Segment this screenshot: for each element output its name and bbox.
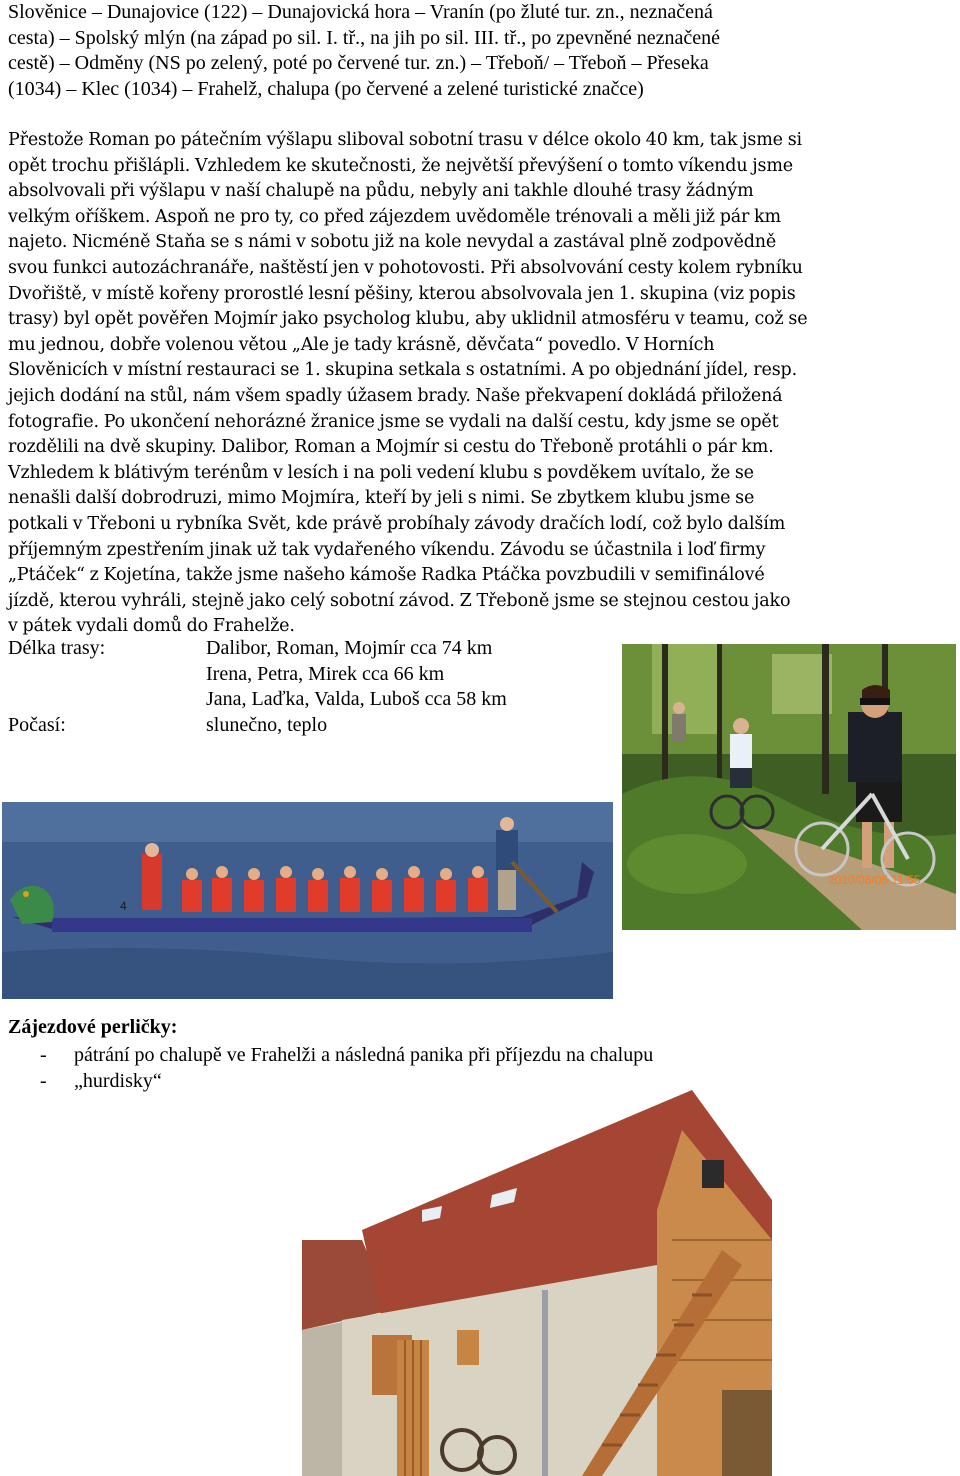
narrative-line: trasy) byl opět pověřen Mojmír jako psycholog klubu, aby uklidnil atmosféru v teamu, což se [8, 309, 808, 330]
route-line: (1034) – Klec (1034) – Frahelž, chalupa (po červené a zelené turistické značce) [8, 77, 644, 100]
narrative-line: Slověnicích v místní restauraci se 1. skupina setkala s ostatními. A po objednání jídel, resp. [8, 360, 798, 381]
trip-facts [8, 636, 507, 738]
narrative-line: „Ptáček“ z Kojetína, takže jsme našeho kámoše Radka Ptáčka povzbudili v semifinálové [8, 565, 765, 586]
list-bullet: - [40, 1044, 47, 1066]
length-label: Délka trasy: [8, 637, 106, 659]
narrative-line: příjemným zpestřením jinak už tak vydařeného víkendu. Závodu se účastnila i loď firmy [8, 539, 766, 560]
narrative-line: nenašli další dobrodruzi, mimo Mojmíra, kteří by jeli s nimi. Se zbytkem klubu jsme se [8, 488, 755, 509]
list-bullet: - [40, 1070, 47, 1092]
list-item-text: pátrání po chalupě ve Frahelži a následná panika při příjezdu na chalupu [74, 1044, 654, 1066]
boat-number: 4 [120, 899, 127, 913]
length-value: Jana, Laďka, Valda, Luboš cca 58 km [206, 688, 507, 710]
narrative-line: jízdě, kterou vyhráli, stejně jako celý sobotní závod. Z Třeboně jsme se stejnou cestou jako [8, 590, 791, 611]
trip-narrative [8, 128, 919, 640]
weather-label: Počasí: [8, 713, 66, 736]
narrative-line: jejich dodání na stůl, nám všem spadly úžasem brady. Naše překvapení dokládá přiložená [8, 385, 783, 406]
weather-value: slunečno, teplo [206, 713, 328, 736]
narrative-line: velkým oříškem. Aspoň ne pro ty, co před zájezdem uvědoměle trénovali a měli již pár km [8, 206, 781, 227]
route-line: cestě) – Odměny (NS po zelený, poté po červené tur. zn.) – Třeboň/ – Třeboň – Přeseka [8, 52, 709, 74]
length-value: Irena, Petra, Mirek cca 66 km [206, 662, 445, 685]
narrative-line: potkali v Třeboni u rybníka Svět, kde právě probíhaly závody dračích lodí, což bylo dalším [8, 513, 786, 534]
narrative-line: fotografie. Po ukončení nehorázné žranice jsme se vydali na další cestu, kdy jsme se opět [8, 411, 779, 432]
narrative-line: rozdělili na dvě skupiny. Dalibor, Roman a Mojmír si cestu do Třeboně protáhli o pár km. [8, 437, 774, 458]
cottage-photo [302, 1090, 772, 1476]
list-item-text: „hurdisky“ [74, 1070, 162, 1092]
weather-row [8, 713, 507, 739]
length-row [8, 687, 507, 713]
list-item [40, 1042, 653, 1068]
route-description [8, 0, 952, 102]
length-row [8, 662, 507, 688]
narrative-line: Vzhledem k blátivým terénům v lesích i na poli vedení klubu s povděkem uvítalo, že se [8, 462, 754, 483]
section-title: Zájezdové perličky: [8, 1016, 178, 1038]
narrative-line: mu jednou, dobře volenou větou „Ale je tady krásně, děvčata“ povedlo. V Horních [8, 334, 715, 355]
cyclists-photo [622, 644, 956, 930]
narrative-line: absolvovali při výšlapu v naší chalupě na půdu, nebyly ani takhle dlouhé trasy žádným [8, 181, 754, 202]
narrative-line: Přestože Roman po pátečním výšlapu sliboval sobotní trasu v délce okolo 40 km, tak jsme si [8, 130, 802, 150]
length-value: Dalibor, Roman, Mojmír cca 74 km [206, 637, 493, 659]
route-line: cesta) – Spolský mlýn (na západ po sil. I. tř., na jih po sil. III. tř., po zpevněné neznačené [8, 26, 721, 49]
narrative-line: svou funkci autozáchranáře, naštěstí jen v pohotovosti. Při absolvování cesty kolem rybníku [8, 257, 803, 278]
dragon-boat-photo [2, 802, 613, 999]
photo-timestamp: 2010/06/05 11:55 [828, 873, 921, 887]
length-row [8, 636, 507, 662]
narrative-line: v pátek vydali domů do Frahelže. [8, 616, 295, 637]
narrative-line: Dvořiště, v místě kořeny prorostlé lesní pěšiny, kterou absolvovala jen 1. skupina (viz popis [8, 283, 796, 304]
perlicky-list [40, 1042, 653, 1094]
narrative-line: najeto. Nicméně Staňa se s námi v sobotu již na kole nevydal a zastával plně zodpovědně [8, 232, 777, 253]
narrative-line: opět trochu přišlápli. Vzhledem ke skutečnosti, že největší převýšení o tomto víkendu jsme [8, 155, 794, 176]
route-line: Slověnice – Dunajovice (122) – Dunajovická hora – Vranín (po žluté tur. zn., neznačená [8, 1, 713, 23]
